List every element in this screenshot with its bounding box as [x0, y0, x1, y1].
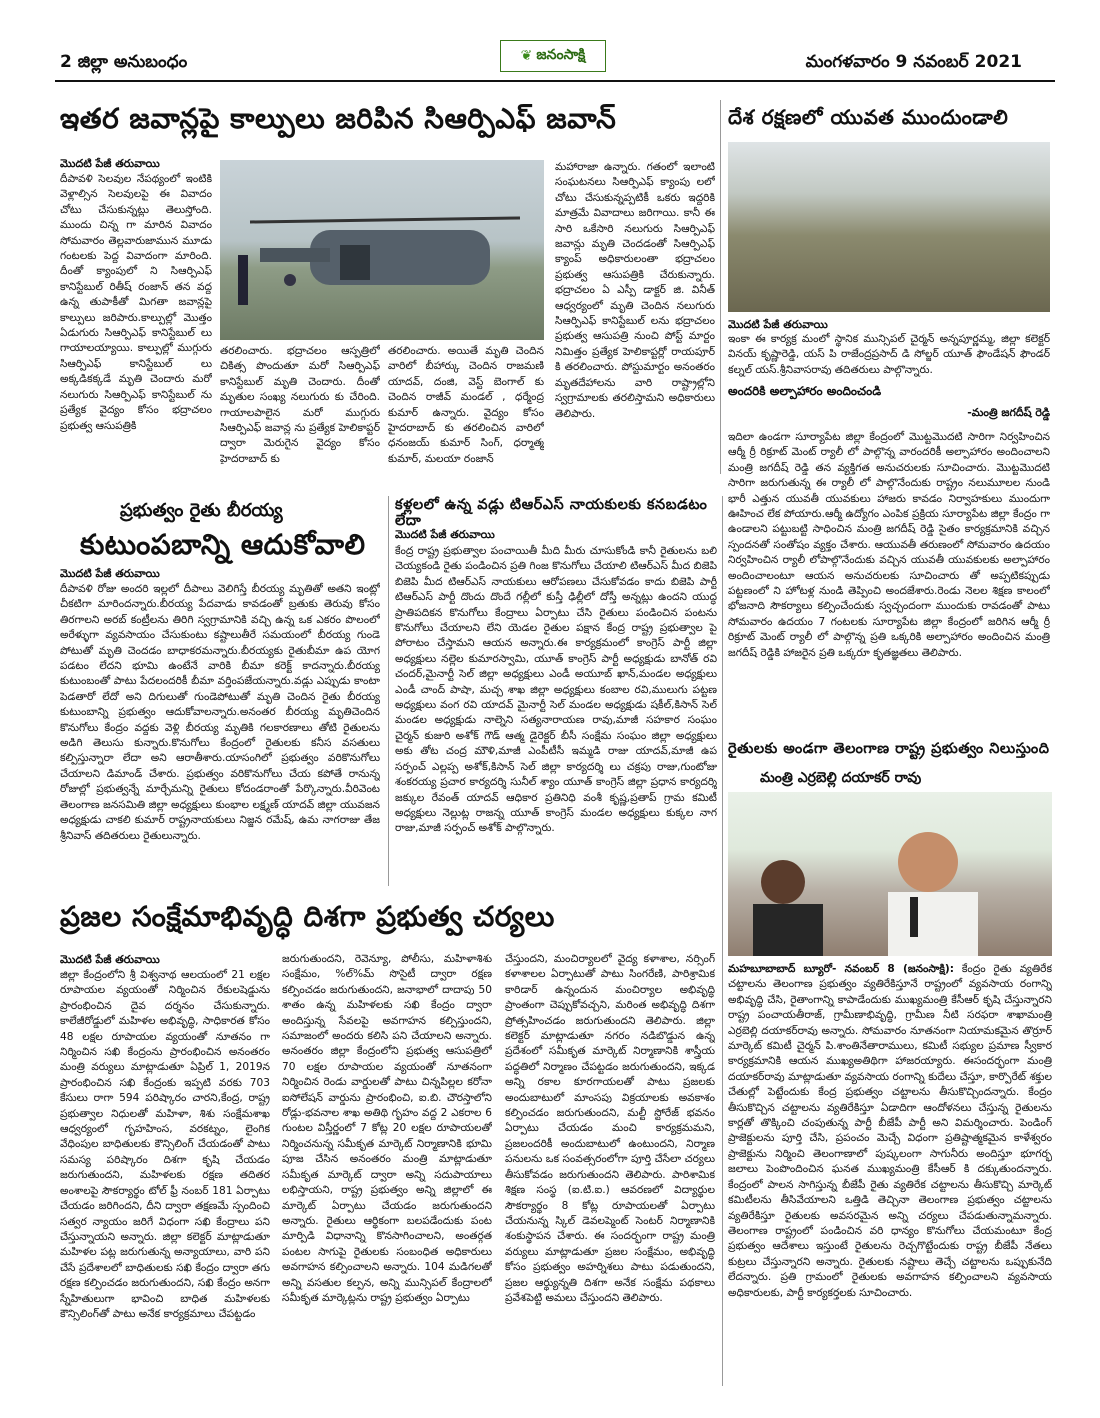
helicopter-photo: [220, 160, 544, 340]
masthead-logo: [500, 40, 606, 72]
story5-text: కేంద్రం రైతు వ్యతిరేక చట్టాలను తెలంగాణ ప్రభుత్వం వ్యతిరేకిస్తూనే రాష్ట్రంలో వ్యవసాయ రంగాన్ని అభివృద్ధి చేసి, రైతాంగాన్ని కాపాడేందుకు ముఖ్యమంత్రి కేసీఆర్ కృషి చేస్తున్నారని రాష్ట్ర పంచాయతీరాజ్, గ్రామీణాభివృద్ధి, గ్రామీణ నీటి సరఫరా శాఖామంత్రి ఎర్రబెల్లి దయాకర్‌రావు అన్నారు. సోమవారం నూతనంగా నియామకమైన తొర్రూర్ మార్కెట్ కమిటీ చైర్మన్ పి.శాంతినేతారాములు, కమిటీ సభ్యుల ప్రమాణ స్వీకార కార్యక్రమానికి ఆయన ముఖ్యఅతిథిగా హాజరయ్యారు. ఈసందర్భంగా మంత్రి దయాకర్‌రావు మాట్లాడుతూ వ్యవసాయ రంగాన్ని కుదేలు చేస్తూ, కార్పొరేట్ శక్తుల చేతుల్లో పెట్టేందుకు కేంద్ర ప్రభుత్వం చట్టాలను తీసుకొచ్చిందన్నారు. కేంద్రం తీసుకొచ్చిన చట్టాలను వ్యతిరేకిస్తూ ఏడాదిగా ఆందోళనలు చేస్తున్న రైతులను కార్లతో తొక్కించి చంపుతున్న పార్టీ బీజేపీ పార్టీ అని విమర్శించారు. పెండింగ్ ప్రాజెక్టులను పూర్తి చేసి, ప్రపంచం మెచ్చే విధంగా ప్రతిష్టాత్మకమైన కాళేశ్వరం ప్రాజెక్టును నిర్మించి తెలంగాణాలో పుష్కలంగా సాగునీరు అందిస్తూ భూగర్భ జలాలు పెంపొందించిన ఘనత ముఖ్యమంత్రి కేసీఆర్ కి దక్కుతుందన్నారు. కేంద్రంలో పాలన సాగిస్తున్న బీజేపీ రైతు వ్యతిరేక చట్టాలను తీసుకొచ్చి మార్కెట్ కమిటీలను తీసివేయాలని ఒత్తిడి తెచ్చినా తెలంగాణ ప్రభుత్వం చట్టాలను వ్యతిరేకిస్తూ రైతులకు అవసరమైన అన్ని చర్యలు చేపడుతున్నామన్నారు. తెలంగాణ రాష్ట్రంలో పండించిన వరి ధాన్యం కొనుగోలు చేయమంటూ కేంద్ర ప్రభుత్వం ఆదేశాలు ఇస్తుంటే రైతులను రెచ్చగొట్టేందుకు రాష్ట్ర బీజేపీ నేతలు కుట్రలు చేస్తున్నారని అన్నారు. రైతులకు నష్టాలు తెచ్చే చట్టాలను ఒప్పుకునేది లేదన్నారు. ప్రతి గ్రామంలో రైతులకు అవగాహన కల్పించాలని వ్యవసాయ అధికారులకు, పార్టీ కార్యకర్తలకు సూచించారు.: [728, 963, 1052, 1299]
story1-kicker: మొదటి పేజీ తరువాయి: [60, 157, 160, 170]
story5-dateline: మహబూబాబాద్ బ్యూరో- నవంబర్ 8 (జనంసాక్షి):: [728, 963, 954, 975]
story2-kicker: మొదటి పేజీ తరువాయి: [728, 318, 828, 331]
story3-kicker: మొదటి పేజీ తరువాయి: [60, 567, 160, 580]
header-rule: [55, 80, 1055, 82]
story2-lead: ఇంకా ఈ కార్యక్ర మంలో స్థానిక మున్సిపల్ చైర్మన్ అన్నపూర్ణమ్మ, జిల్లా కలెక్టర్ వినయ్ కృష్ణారెడ్డి, యస్ పి రాజేంద్రప్రసాద్ డి సోల్జర్ యూత్ ఫౌండేషన్ ఫౌండర్ కల్నల్ యస్.శ్రీనివాసరావు తదితరులు పాల్గొన్నారు.: [728, 333, 1050, 376]
story6-headline: ప్రజల సంక్షేమాభివృద్ధి దిశగా ప్రభుత్వ చర్యలు: [60, 900, 555, 933]
issue-date: మంగళవారం 9 నవంబర్ 2021: [805, 52, 1022, 72]
story5-body: [728, 962, 1052, 1374]
story4-headline: కళ్లలలో ఉన్న వడ్లు టిఆర్ఎస్ నాయకులకు కనబడటం లేదా: [395, 497, 708, 529]
story2-subhead: అందరికి అల్పాహారం అందించండి: [728, 384, 882, 398]
column-divider-2: [388, 496, 389, 886]
story4-body: కేంద్ర రాష్ట్ర ప్రభుత్వాల పంచాయితీ మీది మీరు చూసుకోండి కానీ రైతులను బలి చెయ్యకండి రైతు పండించిన ప్రతి గింజ కొనుగోలు చేయాలి టిఆర్ఎస్ మీద బిజెపి బిజెపి మీద టిఆర్ఎస్ నాయకులు ఆరోపణలు చేసుకోవడం కాదు బిజెపి పార్టీ టిఆర్ఎస్ పార్టీ దొందు దొందే గల్లీలో కుస్తీ ఢిల్లీలో దోస్తీ అన్నట్లు ఉందని యుద్ధ ప్రాతిపదికన కొనుగోలు కేంద్రాలు ఏర్పాటు చేసి రైతులు పండించిన పంటను కొనుగోలు చేయాలని లేని యెడల రైతుల పక్షాన కేంద్ర రాష్ట్ర ప్రభుత్వాల పై పోరాటం చేస్తామని ఆయన అన్నారు.ఈ కార్యక్రమంలో కాంగ్రెస్ పార్టీ జిల్లా అధ్యక్షులు నల్లెల కుమారస్వామి, యూత్ కాంగ్రెస్ పార్టీ అధ్యక్షుడు బానోత్ రవి చందర్,మైనార్టీ సెల్ జిల్లా అధ్యక్షులు ఎండీ అయూబ్ ఖాన్,మండల అధ్యక్షులు ఎండీ చాంద్ పాషా, మచ్చ శాఖ జిల్లా అధ్యక్షులు కంబాల రవి,ములుగు పట్టణ అధ్యక్షులు వంగ రవి యాదవ్ మైనార్టీ సెల్ మండల అధ్యక్షుడు షకీల్,కిసాన్ సెల్ మండల అధ్యక్షుడు నాల్నెని సత్యనారాయణ రావు,మాజీ సహకార సంఘం చైర్మన్ కుజురి అశోక్ గౌడ్ ఆత్మ డైరెక్టర్ బీసీ సంక్షేమ సంఘం జిల్లా అధ్యక్షులు అకు తోట చంద్ర మౌళి,మాజీ ఎంపీటీసీ ఇమ్మడి రాజు యాదవ్,మాజీ ఉప సర్పంచ్ ఎల్లప్ప అశోక్,కిసాన్ సెల్ జిల్లా కార్యదర్శి లు చక్రపు రాజు,గుంటోజు శంకరయ్య ప్రచార కార్యదర్శి సునీల్ శ్యాం యూత్ కాంగ్రెస్ జిల్లా ప్రధాన కార్యదర్శి జక్కుల రేవంత్ యాదవ్ ఆధికార ప్రతినిధి వంశీ కృష్ణ,ప్రతాప్ గ్రామ కమిటీ అధ్యక్షులు నెల్లుట్ల రాజన్న యూత్ కాంగ్రెస్ మండల అధ్యక్షులు కుక్కల నాగ రాజు,మాజీ సర్పంచ్ అశోక్ పాల్గొన్నారు.: [395, 545, 717, 835]
story3-headline: కుటుంపబాన్ని ఆదుకోవాలి: [80, 528, 366, 561]
story3-overline: ప్రభుత్వం రైతు బీరయ్య: [120, 500, 283, 521]
story2-body: ఇదిలా ఉండగా సూర్యాపేట జిల్లా కేంద్రంలో మొట్టమొదటి సారిగా నిర్వహించిన ఆర్మీ ర్రీ రిక్రూట్ మెంట్ ర్యాలీ లో పాల్గొన్న వారందరికీ అల్పాహారం అందించాలని మంత్రి జగదీష్ రెడ్డి తన వ్యక్తిగత అనుచరులకు సూచించారు. మొట్టమొదటి సారిగా జరుగుతున్న ఈ ర్యాలీ లో పాల్గొనేందుకు రాష్ట్రం నలుమూలల నుండి భారీ ఎత్తున యువతీ యువకులు హాజరు కావడం నిర్వాహకులు ముందుగా ఊహించ లేక పోయారు.ఆర్మీ ఉద్యోగం ఎంపిక ప్రక్రియ సూర్యాపేట జిల్లా కేంద్రం గా ఉండాలని పట్టుబట్టి సాధించిన మంత్రి జగదీష్ రెడ్డి సైతం కార్యక్రమానికి వచ్చిన స్పందనతో సంతోషం వ్యక్తం చేశారు. ఆయువతీ తరుణంలో సోమవారం ఉదయం నిర్వహించిన ర్యాలీ లోపాల్గొనేందుకు వచ్చిన యువతీ యువకులకు అల్పాహారం అందించాలంటూ ఆయన అనుచరులకు సూచించారు తో అప్పటికప్పుడు పట్టణంలో ని హోటళ్ల నుండి తెప్పించి అందజేశారు.రెండు నెలల శిక్షణ కాలంలో భోజనాది సౌకర్యాలు కల్పించేందుకు స్వచ్చందంగా ముందుకు రావడంతో పాటు సోమవారం ఉదయం 7 గంటలకు సూర్యాపేట జిల్లా కేంద్రంలో జరిగిన ఆర్మీ ర్రీ రిక్రూట్ మెంట్ ర్యాలీ లో పాల్గొన్న ప్రతి ఒక్కరికి అల్పాహారం అందించిన మంత్రి జగదీష్ రెడ్డికి హాజరైన ప్రతి ఒక్కరూ కృతజ్ఞతలు తెలిపారు.: [728, 431, 1050, 659]
story2-headline: దేశ రక్షణలో యువత ముందుండాలి: [728, 105, 1009, 129]
story1-col4: మహారాజా ఉన్నారు. గతంలో ఇలాంటి సంఘటనలు సిఆర్పిఎఫ్ క్యాంపు లలో చోటు చేసుకున్నప్పటికీ ఒకరు ఇద్దరికి మాత్రమే వివాదాలు జరిగాయి. కానీ ఈ సారి ఒకేసారి నలుగురు సిఆర్పిఎఫ్ జవాన్లు మృతి చెందడంతో సిఆర్పిఎఫ్ క్యాంప్ అధికారులంతా భద్రాచలం ప్రభుత్వ ఆసుపత్రికి చేరుకున్నారు. భద్రాచలం ఏ ఎస్పీ డాక్టర్ జి. వినీత్ ఆధ్వర్యంలో మృతి చెందిన నలుగురు సిఆర్పిఎఫ్ కానిస్టేబుల్ లను భద్రాచలం ప్రభుత్వ ఆసుపత్రి నుంచి పోస్ట్ మార్టం నిమిత్తం ప్రత్యేక హెలికాప్టర్లో రాయపూర్ కి తరలించారు. పోస్టుమార్టం అనంతరం మృతదేహాలను వారి రాష్ట్రాల్లోని స్వగ్రామాలకు తరలిస్తామని అధికారులు తెలిపారు.: [555, 161, 715, 420]
army-rally-photo: [728, 142, 1050, 312]
masthead-text: జనంసాక్షి: [536, 46, 586, 63]
story1-col1: దీపావళి సెలవుల నేపథ్యంలో ఇంటికి వెళ్లాల్సిన సెలవులపై ఈ వివాదం చోటు చేసుకున్నట్లు తెలుస్తోంది. ముందు చిన్న గా మారిన వివాదం సోమవారం తెల్లవారుజామున మూడు గంటలకు పెద్ద వివాదంగా మారింది. దీంతో క్యాంపులో ని సిఆర్పిఎఫ్ కానిస్టేబుల్ రితీష్ రంజాన్ తన వద్ద ఉన్న తుపాకీతో మిగతా జవాన్లపై కాల్పులు జరిపారు.కాల్పుల్లో మొత్తం ఏడుగురు సిఆర్పిఎఫ్ కానిస్టేబుల్ లు గాయాలయ్యాయి. కాల్పుల్లో ముగ్గురు సిఆర్పిఎఫ్ కానిస్టేబుల్ లు అక్కడికక్కడే మృతి చెందారు మరో నలుగురు సిఆర్పిఎఫ్ కానిస్టేబుల్ ను ప్రత్యేక వైద్యం కోసం భద్రాచలం ప్రభుత్వ ఆసుపత్రికి: [60, 173, 212, 432]
story6-col1: జిల్లా కేంద్రంలోని శ్రీ విశ్వనాథ ఆలయంలో 21 లక్షల రూపాయల వ్యయంతో నిర్మించిన రేకులషెడ్డును ప్రారంభించిన దైవ దర్శనం చేసుకున్నారు. కాలేజీరోడ్డులో మహిళల అభివృద్ధి, సాధికారత కోసం 48 లక్షల రూపాయల వ్యయంతో నూతనం గా నిర్మించిన సఖి కేంద్రంను ప్రారంభించిన అనంతరం మంత్రి వర్యులు మాట్లాడుతూ ఏప్రిల్ 1, 2019న ప్రారంభించిన సఖి కేంద్రంకు ఇప్పటి వరకు 703 కేసులు రాగా 594 పరిష్కారం చారని,కేంద్ర, రాష్ట్ర ప్రభుత్వాల నిధులతో మహిళా, శిశు సంక్షేమశాఖ ఆధ్వర్యంలో గృహహింస, వరకట్నం, లైంగిక వేధింపుల బాధితులకు కౌన్సిలింగ్ చేయడంతో పాటు సమస్య పరిష్కారం దిశగా కృషి చేయడం జరుగుతుందని, మహిళలకు రక్షణ తదితర అంశాలపై సౌకర్యార్థం టోల్ ఫ్రీ నంబర్ 181 ఏర్పాటు చేయడం జరిగిందని, దీని ద్వారా తక్షణమే స్పందించి సత్వర న్యాయం జరిగే విధంగా సఖి కేంద్రాలు పని చేస్తున్నాయని అన్నారు. జిల్లా కలెక్టర్ మాట్లాడుతూ మహిళల పట్ల జరుగుతున్న అన్యాయాలు, వారి పని చేసే ప్రదేశాలలో బాధితులకు సఖి కేంద్రం ద్వారా తగు రక్షణ కల్పించడం జరుగుతుందని, సఖి కేంద్రం అనగా స్నేహితులుగా భావించి బాధిత మహిళలకు కౌన్సిలింగ్‌తో పాటు అనేక కార్యక్రమాలు చేపట్టడం: [60, 969, 270, 1320]
story5-subhead: మంత్రి ఎర్రబెల్లి దయాకర్ రావు: [760, 770, 922, 786]
story1-col2: తరలించారు. భద్రాచలం ఆస్పత్రిలో చికిత్స పొందుతూ మరో సిఆర్పిఎఫ్ కానిస్టేబుల్ మృతి చెందారు. దీంతో మృతుల సంఖ్య నలుగురు కు చేరింది. గాయాలపాలైన మరో ముగ్గురు సిఆర్పిఎఫ్ జవాన్ల ను ప్రత్యేక హెలికాప్టర్ ద్వారా మెరుగైన వైద్యం కోసం హైదరాబాద్ కు: [220, 345, 380, 464]
story6-col2: జరుగుతుందని, రెవెన్యూ, పోలీసు, మహిళాశిశు సంక్షేమం, %ల్%మ్ సొసైటీ ద్వారా రక్షణ కల్పించడం జరుగుతుందని, జనాభాలో దాదాపు 50 శాతం ఉన్న మహిళలకు సఖి కేంద్రం ద్వారా అందిస్తున్న సేవలపై అవగాహన కల్పిస్తుందని, సమాజంలో అందరు కలిసి పని చేయాలని అన్నారు. అనంతరం జిల్లా కేంద్రంలోని ప్రభుత్వ ఆసుపత్రిలో 70 లక్షల రూపాయల వ్యయంతో నూతనంగా నిర్మించిన రెండు వార్డులతో పాటు చిన్నపిల్లల కరోనా ఐసోలేషన్ వార్డును ప్రారంభించి, ఐ.బి. చౌరస్తాలోని రోడ్లు-భవనాల శాఖ అతిథి గృహం వద్ద 2 ఎకరాల 6 గుంటల విస్తీర్ణంలో 7 కోట్ల 20 లక్షల రూపాయలతో నిర్మించనున్న సమీకృత మార్కెట్ నిర్మాణానికి భూమి పూజ చేసిన అనంతరం మంత్రి మాట్లాడుతూ సమీకృత మార్కెట్ ద్వారా అన్ని సదుపాయాలు లభిస్తాయని, రాష్ట్ర ప్రభుత్వం అన్ని జిల్లాలో ఈ మార్కెట్ ఏర్పాటు చేయడం జరుగుతుందని అన్నారు. రైతులు ఆర్థికంగా బలపడేందుకు పంట మార్పిడి విధానాన్ని కొనసాగించాలని, అంతర్గత పంటల సాగుపై రైతులకు సంబంధిత అధికారులు అవగాహన కల్పించాలని అన్నారు. 104 మడిగలతో అన్ని వసతుల కల్పన, అన్ని మున్సిపల్ కేంద్రాలలో సమీకృత మార్కెట్లను రాష్ట్ర ప్రభుత్వం ఏర్పాటు: [282, 953, 492, 1304]
story1-col3: తరలించారు. అయితే మృతి చెందిన వారిలో బీహార్కు చెందిన రాజమణి యాదవ్, దంజి, వెస్ట్ బెంగాల్ కు చెందిన రాజీవ్ మండల్ , ధర్మేంద్ర కుమార్ ఉన్నారు. వైద్యం కోసం హైదరాబాద్ కు తరలించిన వారిలో ధనంజయ్ కుమార్ సింగ్, ధర్మాత్మ కుమార్, మలయా రంజాన్: [388, 345, 544, 464]
story4-kicker: మొదటి పేజీ తరువాయి: [395, 528, 495, 541]
story1-headline: ఇతర జవాన్లపై కాల్పులు జరిపిన సిఆర్పిఎఫ్ జవాన్: [60, 102, 617, 135]
story6-kicker: మొదటి పేజీ తరువాయి: [60, 953, 160, 966]
page-section-label: 2 జిల్లా అనుబంధం: [60, 52, 188, 72]
column-divider: [720, 100, 721, 474]
story5-headline: రైతులకు అండగా తెలంగాణ రాష్ట్ర ప్రభుత్వం నిలుస్తుంది: [728, 741, 1050, 757]
minister-photo: [728, 792, 1052, 956]
leaf-icon: ❦: [520, 48, 533, 64]
story6-col3: చేస్తుందని, మంచిర్యాలలో వైద్య కళాశాల, నర్సింగ్ కళాశాలల ఏర్పాటుతో పాటు సింగరేణి, పారిశ్రామిక కారిడార్ ఉన్నందున మంచిర్యాల అభివృద్ధి ప్రాంతంగా చెప్పుకోవచ్చని, మరింత అభివృద్ధి దిశగా ప్రోత్సహించడం జరుగుతుందని తెలిపారు. జిల్లా కలెక్టర్ మాట్లాడుతూ నగరం నడిబొడ్డున ఉన్న ప్రదేశంలో సమీకృత మార్కెట్ నిర్మాణానికి శాస్త్రీయ పద్ధతిలో నిర్మాణం చేపట్టడం జరుగుతుందని, ఇక్కడ అన్ని రకాల కూరగాయలతో పాటు ప్రజలకు అందుబాటులో మాంసపు విక్రయాలకు అవకాశం కల్పించడం జరుగుతుందని, మల్టీ స్టోరేజ్ భవనం ఏర్పాటు చేయడం మంచి కార్యక్రమమని, ప్రజలందరికీ అందుబాటులో ఉంటుందని, నిర్మాణ పనులను ఒక సంవత్సరంలోగా పూర్తి చేసేలా చర్యలు తీసుకోవడం జరుగుతుందని తెలిపారు. పారిశామిక శిక్షణ సంస్థ (ఐ.టి.ఐ.) ఆవరణలో విద్యార్థుల సౌకర్యార్థం 8 కోట్ల రూపాయలతో ఏర్పాటు చేయనున్న స్కిల్ డెవలప్మెంట్ సెంటర్ నిర్మాణానికి శంకుస్థాపన చేశారు. ఈ సందర్భంగా రాష్ట్ర మంత్రి వర్యులు మాట్లాడుతూ ప్రజల సంక్షేమం, అభివృద్ధి కోసం ప్రభుత్వం అహర్నిశలు పాటు పడుతుందని, ప్రజల ఆర్థ్యున్నతి దిశగా అనేక సంక్షేమ పథకాలు ప్రవేశపెట్టి అమలు చేస్తుందని తెలిపారు.: [505, 953, 715, 1304]
story3-body: దీపావళి రోజు అందరి ఇల్లలో దీపాలు వెలిగిస్తే బీరయ్య మృతితో అతని ఇంట్లో చీకటిగా మారిందన్నారు.బీరయ్య పేదవాడు కావడంతో బ్రతుకు తెరువు కోసం తిరగాలని అరబ్ కంట్రీలను తిరిగి స్వగ్రామానికి వచ్చి ఉన్న ఒక ఎకరం పొలంలో అరేళ్ళుగా వ్యవసాయం చేసుకుంటు కష్టాలుతీరే సమయంలో బీరయ్య గుండె పోటుతో మృతి చెందడం బాధాకరమన్నారు.బీరయ్యకు రైతుబీమా ఉప యోగ పడటం లేదని భూమి ఉంటేనే వారికి బీమా కరెక్ట్ కాదన్నారు.బీరయ్య కుటుంబంతో పాటు పేదలందరికీ బీమా వర్తింపజేయన్నారు.వడ్లు ఎప్పుడు కాంటా పెడతారో లేదో అని దిగులుతో గుండెపోటుతో మృతి చెందిన రైతు బీరయ్య కుటుంబాన్ని ప్రభుత్వం ఆదుకోవాలన్నారు.అనంతర బీరయ్య మృతిచెందిన కొనుగోలు కేంద్రం వద్దకు వెళ్లి బీరయ్య మృతికి గలకారణాలు తోటి రైతులను అడిగి తెలుసు కున్నారు.కొనుగోలు కేంద్రంలో రైతులకు కనీస వసతులు కల్పిస్తున్నారా లేదా అని ఆరాతీశారు.యాసంగిలో ప్రభుత్వం వరికొనుగోలు చేయాలని డిమాండ్ చేశారు. ప్రభుత్వం వరికొనుగోలు చేయ కపోతే రానున్న రోజుల్లో ప్రభుత్వన్నే మార్చేమన్ని రైతులు కోదండరాంతో పేర్కొన్నారు.వీరివెంట తెలంగాణ జనసమితి జిల్లా అధ్యక్షులు కుంభాల లక్ష్మణ్ యాదవ్ జిల్లా యువజన అధ్యక్షుడు చాకలి కుమార్ రాష్ట్రనాయకులు నిజ్జన రమేష్, ఉమ నాగరాజు తేజ శ్రీనివాస్ తదితరులు రైతులున్నారు.: [60, 583, 380, 842]
column-divider-3: [722, 496, 723, 1386]
story2-byline: -మంత్రి జగదీష్ రెడ్డి: [967, 406, 1050, 419]
minister-illustration: [728, 792, 1052, 956]
helicopter-illustration: [220, 160, 544, 340]
